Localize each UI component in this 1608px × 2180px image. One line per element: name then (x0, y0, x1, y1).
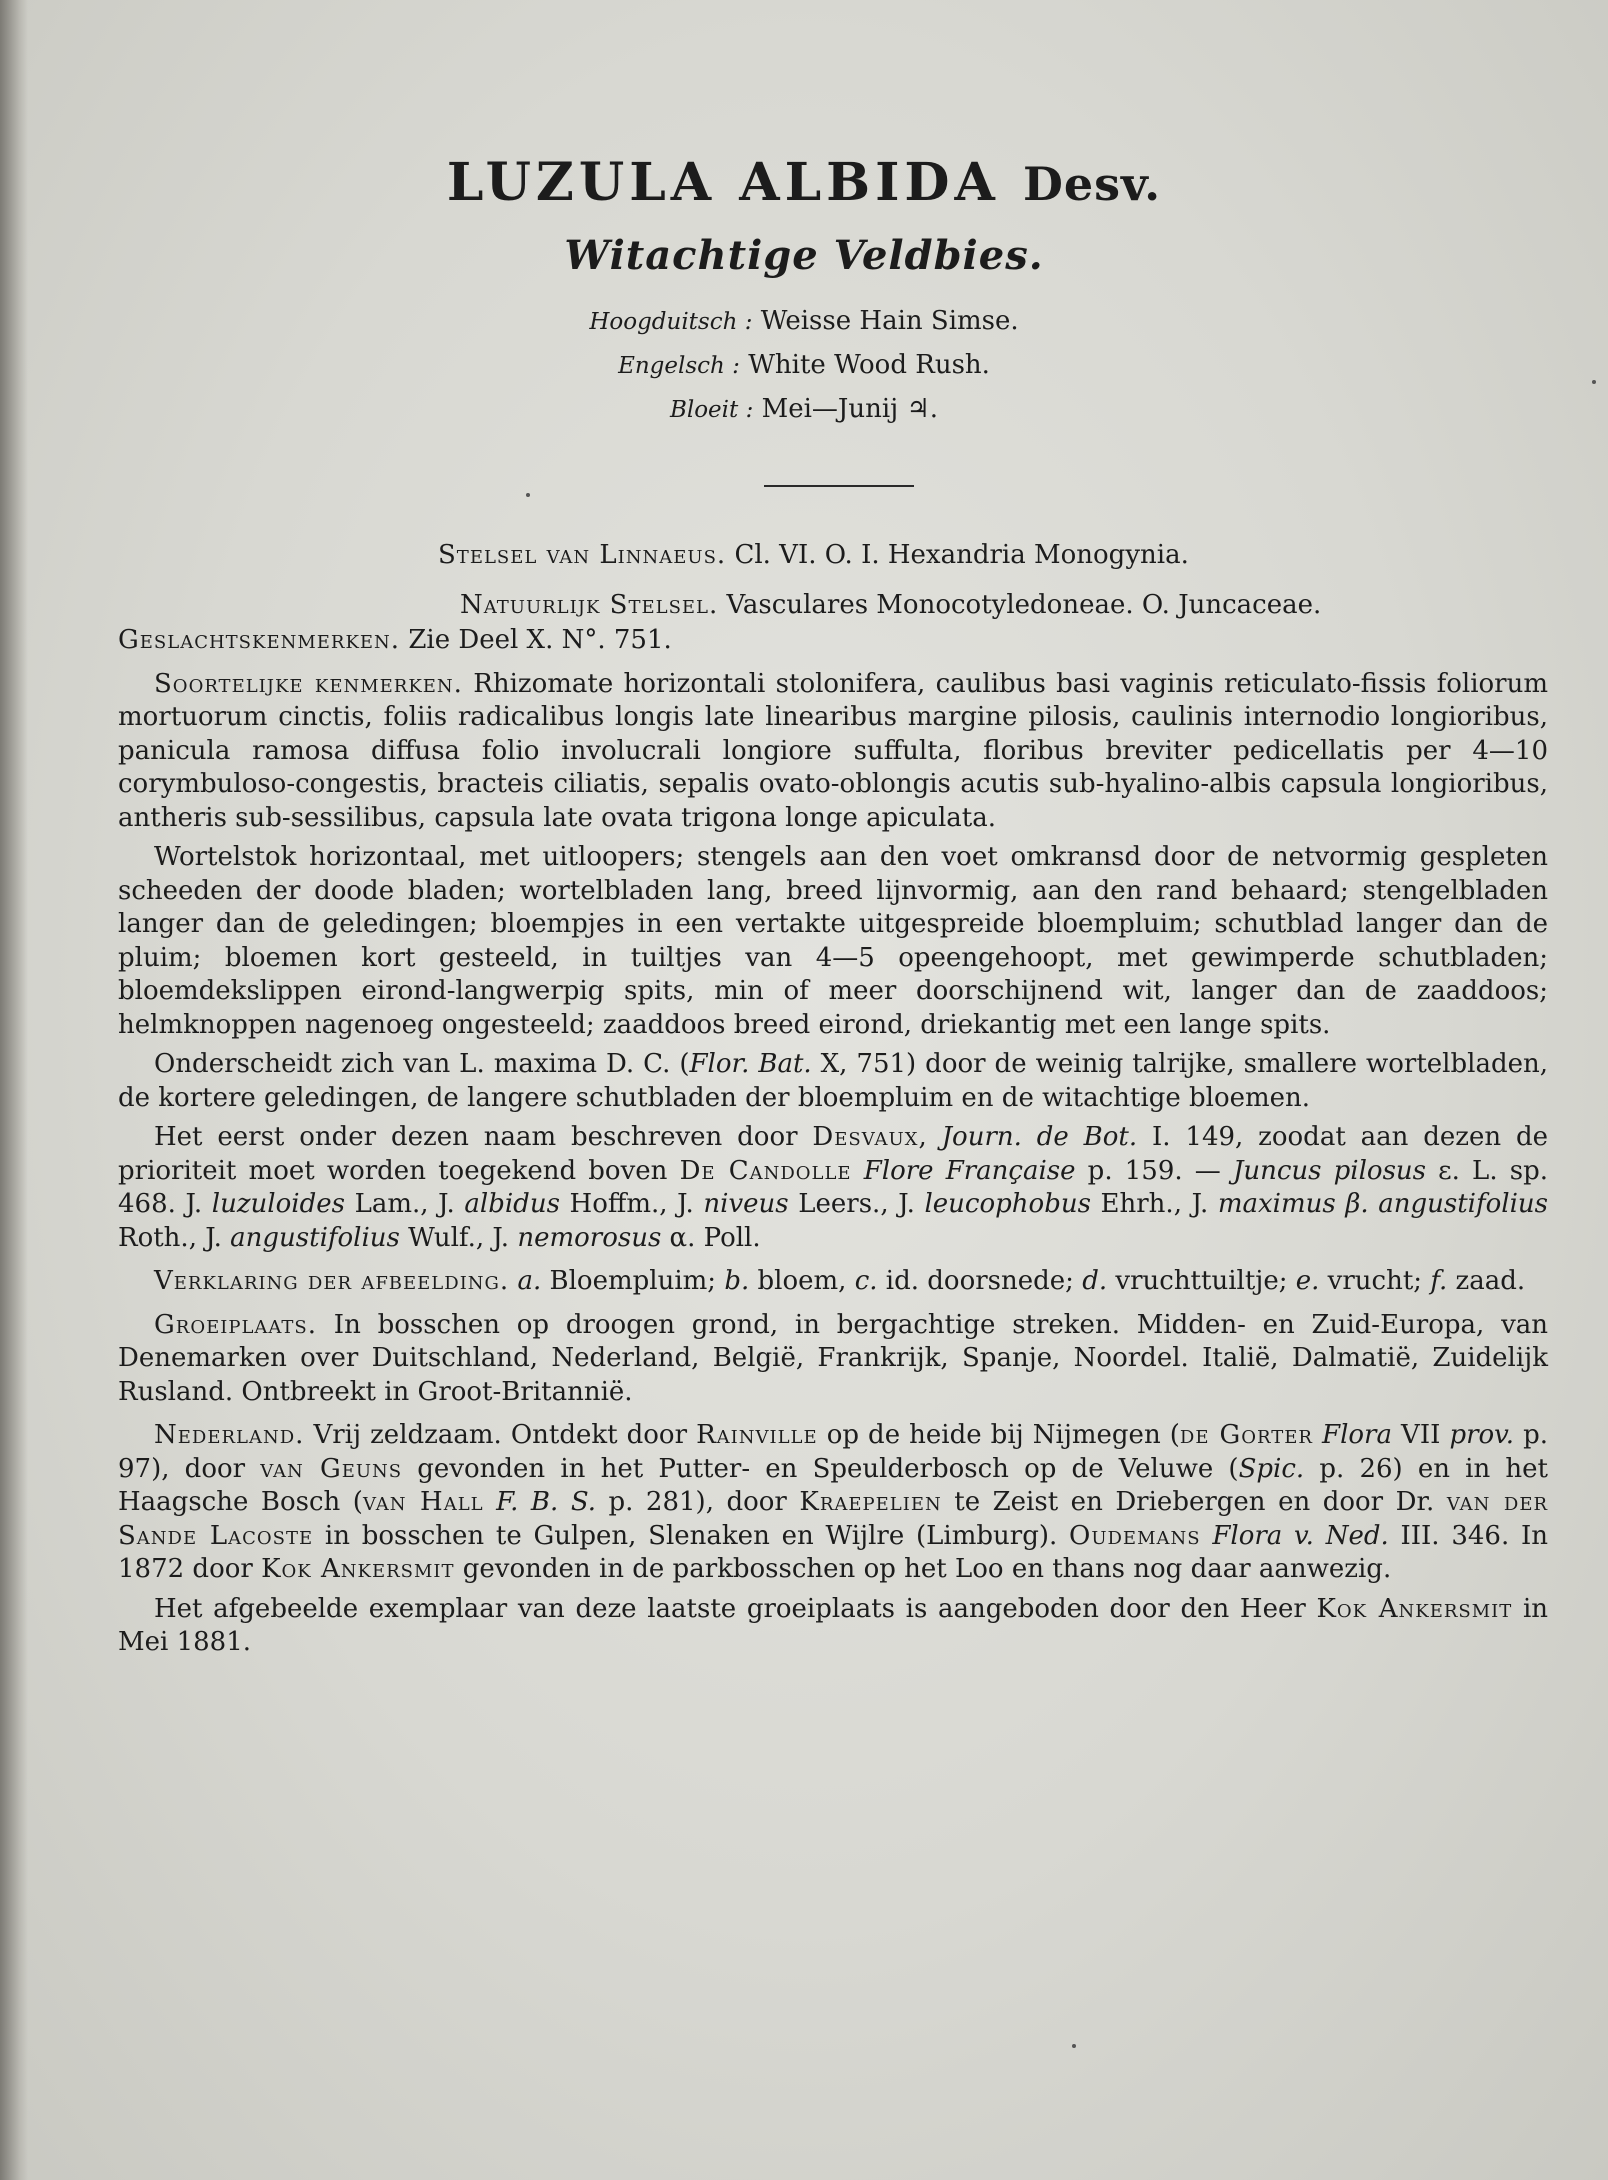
vernacular-german (0, 306, 1608, 336)
text-run: III. 346. In 1872 door (118, 1520, 1548, 1584)
text-run: gevonden in het Putter- en Speulderbosch op de Veluwe ( (402, 1453, 1239, 1484)
vernacular-label: Bloeit : (669, 397, 754, 423)
natural-system (460, 590, 1321, 620)
vernacular-label: Hoogduitsch : (589, 309, 753, 335)
text-run: bloem, (749, 1266, 855, 1296)
text-run: in bosschen te Gulpen, Slenaken en Wijlre (Limburg). (313, 1520, 1070, 1551)
vernacular-label: Engelsch : (618, 353, 740, 379)
figure-key: e. (1295, 1266, 1320, 1296)
figure-key: f. (1430, 1266, 1448, 1296)
habitat-paragraph (118, 1309, 1548, 1410)
reference-italic: Journ. de Bot. (941, 1122, 1138, 1152)
species-text: Rhizomate horizontali stolonifera, caulibus basi vaginis reticulato-fissis foliorum mortuorum cinctis, foliis radicalibus longis late linearibus margine pilosis, caulinis internodio longioribus, panicula ramosa diffusa folio involucrali longiore suffulta, floribus breviter pedicellatis per 4—10 corymbuloso-congestis, bracteis ciliatis, sepalis ovato-oblongis acutis sub-hyalino-albis capsula longioribus, antheris sub-sessilibus, capsula late ovata trigona longe apiculata. (118, 668, 1549, 833)
synonym-italic: leucophobus (924, 1189, 1091, 1219)
text-run: Het eerst onder dezen naam beschreven door (154, 1122, 813, 1152)
divider-rule (764, 485, 914, 487)
figure-explanation-label: Verklaring der afbeelding. (154, 1266, 510, 1296)
text-run: Ehrh., J. (1090, 1189, 1218, 1219)
figure-key: a. (517, 1266, 542, 1296)
text-run (1201, 1521, 1213, 1551)
text-run: Het afgebeelde exemplaar van deze laatste groeiplaats is aangeboden door den Heer (154, 1593, 1317, 1624)
text-run: gevonden in de parkbosschen op het Loo en thans nog daar aanwezig. (454, 1554, 1392, 1584)
priority-paragraph (118, 1121, 1548, 1255)
reference-italic: Flor. Bat. (689, 1049, 812, 1079)
text-run: I. 149, zoodat aan dezen de prioriteit moet worden toegekend boven (118, 1122, 1549, 1186)
reference-italic: Flora (1322, 1420, 1392, 1450)
author-name: De Candolle (679, 1155, 852, 1186)
vernacular-value: White Wood Rush. (748, 350, 990, 380)
text-run: X, 751) door de weinig talrijke, smallere wortelbladen, de kortere geledingen, de langere schutbladen der bloempluim en de witachtige bloemen. (118, 1049, 1548, 1113)
text-run: op de heide bij Nijmegen ( (817, 1420, 1180, 1450)
text-run: id. doorsnede; (877, 1266, 1083, 1296)
linnaeus-label: Stelsel van Linnaeus. (438, 540, 727, 570)
reference-italic: Spic. (1238, 1453, 1305, 1484)
text-run: vrucht; (1319, 1266, 1431, 1296)
vernacular-english (0, 350, 1608, 380)
paper-speck (1592, 380, 1596, 384)
text-run: p. 159. — (1075, 1155, 1233, 1186)
description-paragraph: Wortelstok horizontaal, met uitloopers; stengels aan den voet omkransd door de netvormig gespleten scheeden der doode bladen; wortelbladen lang, breed lijnvormig, aan den rand behaard; stengelbladen langer dan de geledingen; bloempjes in een vertakte uitgespreide bloempluim; schutblad langer dan de pluim; bloemen kort gesteeld, in tuiltjes van 4—5 opeengehoopt, met gewimperde schutbladen; bloemdekslippen eirond-langwerpig spits, min of meer doorschijnend wit, langer dan de zaaddoos; helmknoppen nagenoeg ongesteeld; zaaddoos breed eirond, driekantig met een lange spits. (118, 842, 1548, 1040)
text-run: ε. L. sp. 468. J. (118, 1155, 1548, 1219)
text-run: p. 281), door (595, 1487, 800, 1517)
text-run (484, 1487, 497, 1517)
species-label: Soortelijke kenmerken. (154, 668, 463, 699)
title-genus-species: LUZULA ALBIDA (446, 152, 1000, 213)
vernacular-value: Mei—Junij ♃. (761, 394, 939, 424)
synonym-italic: Juncus pilosus (1232, 1155, 1427, 1186)
paper-speck (526, 493, 530, 497)
figure-explanation-paragraph (118, 1265, 1548, 1299)
figure-key: c. (854, 1266, 878, 1296)
text-run: , (918, 1122, 942, 1152)
author-name: Rainville (696, 1420, 818, 1450)
author-name: van Hall (362, 1487, 484, 1517)
title-author: Desv. (1022, 157, 1162, 211)
synonym-italic: albidus (464, 1189, 560, 1219)
netherlands-paragraph (118, 1419, 1548, 1587)
linnaeus-text: Cl. VI. O. I. Hexandria Monogynia. (734, 540, 1189, 570)
main-text (118, 624, 1548, 1660)
natural-text: Vasculares Monocotyledoneae. O. Juncaceae. (726, 590, 1322, 620)
text-run: α. Poll. (661, 1222, 761, 1253)
author-name: Kok Ankersmit (1316, 1593, 1513, 1624)
text-run: Bloempluim; (541, 1266, 725, 1296)
reference-italic: Flore Française (863, 1155, 1076, 1186)
author-name: Oudemans (1069, 1520, 1201, 1551)
synonym-italic: angustifolius (230, 1222, 400, 1253)
text-run: p. 26) en in het Haagsche Bosch ( (118, 1453, 1548, 1517)
author-name: de Gorter (1179, 1420, 1313, 1450)
text-run: te Zeist en Driebergen en door Dr. (941, 1487, 1447, 1517)
text-run: p. 97), door (118, 1420, 1548, 1484)
natural-label: Natuurlijk Stelsel. (460, 590, 719, 620)
difference-paragraph (118, 1048, 1548, 1115)
specimen-paragraph (118, 1593, 1548, 1660)
synonym-italic: maximus β. angustifolius (1217, 1189, 1548, 1219)
genus-text: Zie Deel X. N°. 751. (408, 625, 672, 655)
author-name: Kraepelien (799, 1487, 942, 1517)
text-run: Lam., J. (344, 1189, 465, 1219)
species-paragraph (118, 668, 1548, 836)
synonym-italic: luzuloides (211, 1189, 345, 1219)
paper-speck (1072, 2044, 1076, 2048)
text-run (852, 1156, 864, 1186)
text-run: zaad. (1447, 1266, 1526, 1296)
genus-paragraph (118, 624, 1548, 658)
text-run: VII (1392, 1420, 1450, 1450)
text-run: Roth., J. (118, 1222, 231, 1253)
text-run: Hoffm., J. (559, 1189, 704, 1219)
reference-italic: prov. (1449, 1420, 1515, 1450)
habitat-label: Groeiplaats. (154, 1309, 318, 1340)
author-name: van der Sande Lacoste (118, 1487, 1549, 1551)
linnaeus-system (438, 540, 1189, 570)
genus-label: Geslachtskenmerken. (118, 625, 401, 655)
text-run: Wulf., J. (399, 1222, 518, 1253)
reference-italic: F. B. S. (496, 1487, 596, 1517)
author-name: Desvaux (812, 1122, 919, 1152)
figure-key: b. (724, 1266, 750, 1296)
text-run (1313, 1420, 1322, 1450)
synonym-italic: nemorosus (517, 1222, 662, 1253)
figure-key: d. (1082, 1266, 1108, 1296)
synonym-italic: niveus (703, 1189, 789, 1219)
habitat-text: In bosschen op droogen grond, in bergachtige streken. Midden- en Zuid-Europa, van Denemarken over Duitschland, Nederland, België, Frankrijk, Spanje, Noordel. Italië, Dalmatië, Zuidelijk Rusland. Ontbreekt in Groot-Britannië. (118, 1309, 1549, 1407)
flowering-time (0, 394, 1608, 424)
page-subtitle: Witachtige Veldbies. (564, 232, 1044, 279)
netherlands-label: Nederland. (154, 1420, 305, 1450)
text-run: vruchttuiltje; (1107, 1266, 1296, 1296)
text-run: in Mei 1881. (118, 1593, 1549, 1657)
text-run: Onderscheidt zich van L. maxima D. C. ( (154, 1049, 690, 1079)
author-name: Kok Ankersmit (261, 1554, 455, 1584)
vernacular-value: Weisse Hain Simse. (760, 306, 1019, 336)
reference-italic: Flora v. Ned. (1212, 1520, 1389, 1551)
text-run: Vrij zeldzaam. Ontdekt door (304, 1420, 697, 1450)
page-title (0, 152, 1608, 213)
text-run: Leers., J. (788, 1189, 925, 1219)
author-name: van Geuns (260, 1453, 403, 1484)
